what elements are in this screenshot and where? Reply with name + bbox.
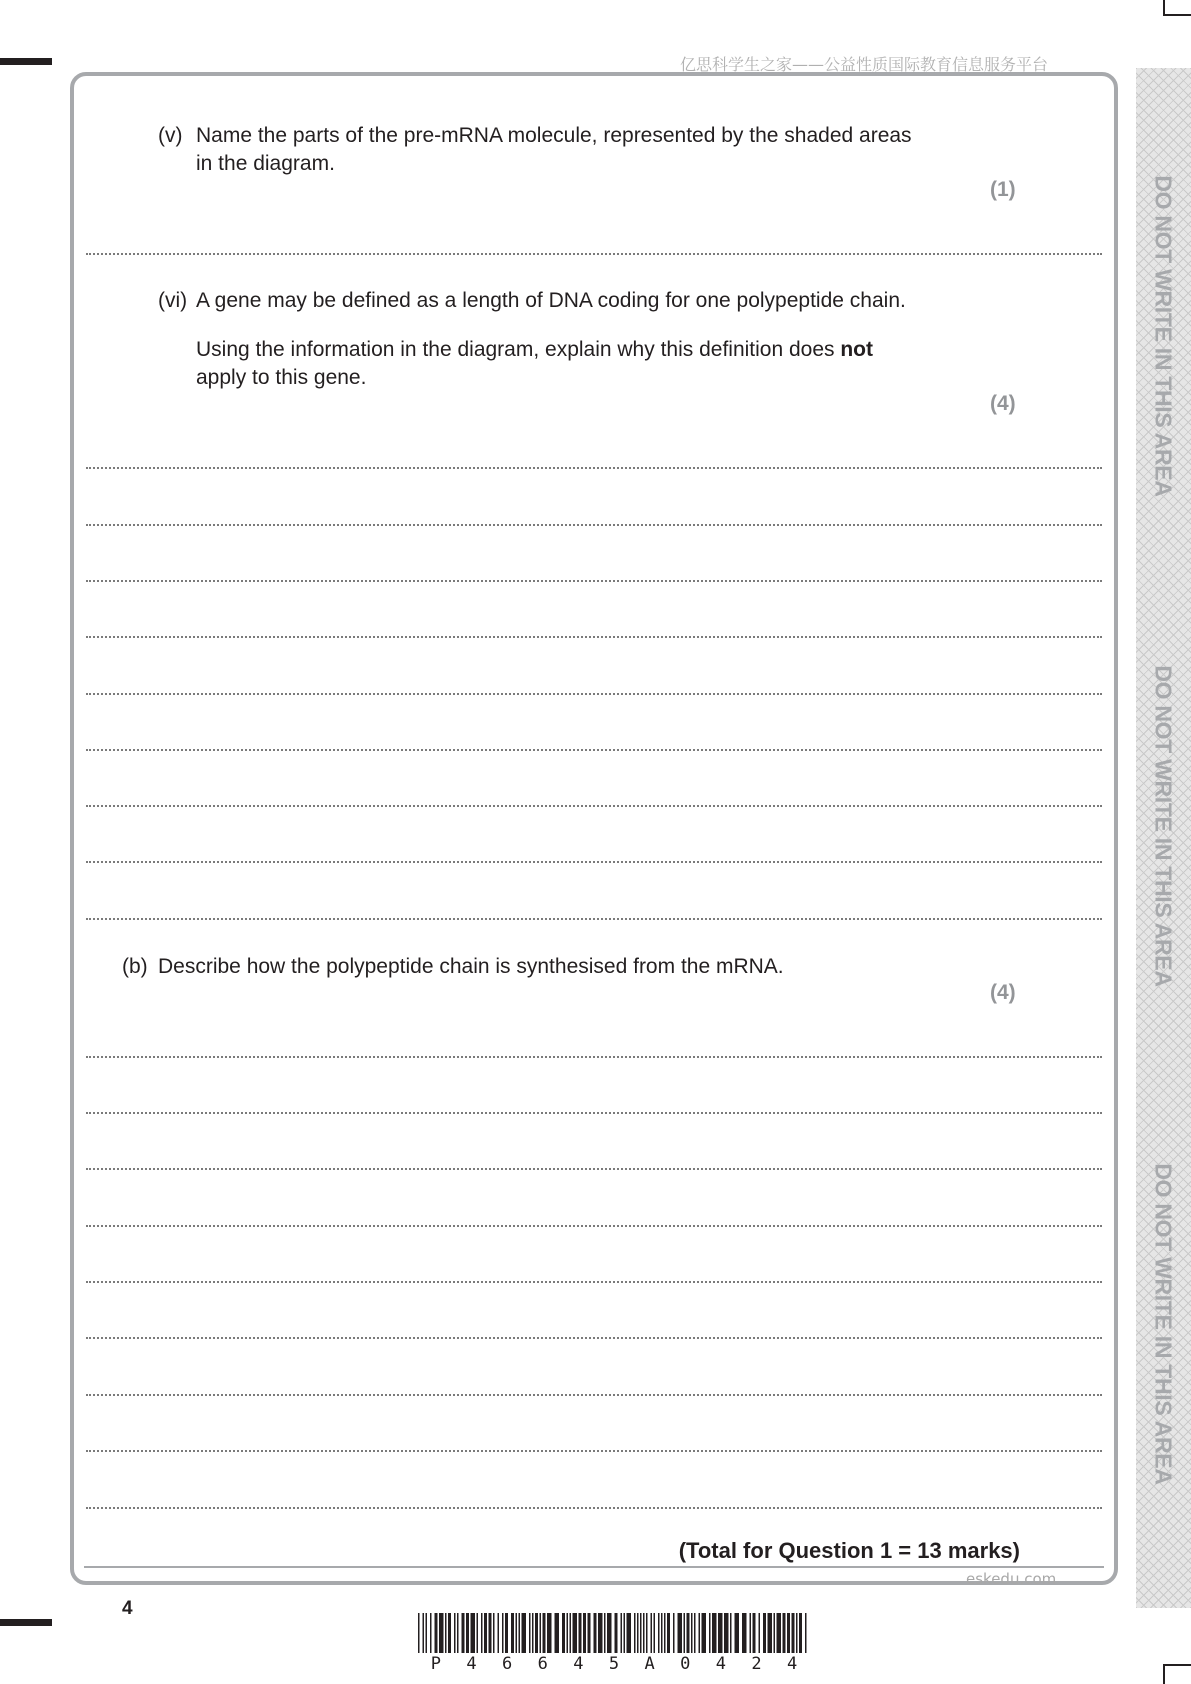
- question-vi-text-1: A gene may be defined as a length of DNA coding for one polypeptide chain.: [196, 289, 906, 312]
- barcode-bar: [573, 1613, 578, 1653]
- barcode-bar: [457, 1613, 459, 1653]
- answer-line[interactable]: [86, 1507, 1102, 1509]
- answer-line[interactable]: [86, 693, 1102, 695]
- barcode-digit: 4: [786, 1654, 798, 1674]
- barcode-bar: [621, 1613, 623, 1653]
- crop-mark-top-left: [0, 58, 52, 65]
- barcode-digit: 4: [573, 1654, 584, 1674]
- answer-line[interactable]: [86, 1056, 1102, 1058]
- barcode-digit: 0: [680, 1654, 691, 1674]
- barcode-bar: [435, 1613, 438, 1653]
- barcode-bar: [445, 1613, 447, 1653]
- barcode: [418, 1613, 810, 1653]
- barcode-bar: [418, 1613, 420, 1653]
- watermark-top: 亿思科学生之家——公益性质国际教育信息服务平台: [680, 55, 1049, 74]
- barcode-bar: [750, 1613, 752, 1653]
- crop-mark-top-right-h: [1163, 14, 1191, 16]
- barcode-bar: [763, 1613, 766, 1653]
- barcode-bar: [654, 1613, 656, 1653]
- question-vi-number: (vi): [158, 289, 188, 312]
- margin-notice-1: DO NOT WRITE IN THIS AREA: [1150, 175, 1177, 497]
- barcode-bar: [646, 1613, 648, 1653]
- barcode-bar: [759, 1613, 761, 1653]
- answer-line[interactable]: [86, 918, 1102, 920]
- barcode-bar: [540, 1613, 542, 1653]
- barcode-bar: [484, 1613, 487, 1653]
- barcode-bar: [439, 1613, 444, 1653]
- barcode-bar: [511, 1613, 514, 1653]
- barcode-bar: [643, 1613, 645, 1653]
- answer-line[interactable]: [86, 467, 1102, 469]
- answer-line[interactable]: [86, 636, 1102, 638]
- barcode-digit: 4: [715, 1654, 726, 1674]
- barcode-bar: [477, 1613, 479, 1653]
- barcode-bar: [661, 1613, 663, 1653]
- barcode-bar: [543, 1613, 546, 1653]
- question-vi-text-3: apply to this gene.: [196, 366, 367, 389]
- barcode-bar: [426, 1613, 428, 1653]
- barcode-bar: [718, 1613, 723, 1653]
- barcode-bar: [519, 1613, 521, 1653]
- barcode-bar: [607, 1613, 612, 1653]
- barcode-digits: [418, 1654, 810, 1674]
- barcode-bar: [753, 1613, 756, 1653]
- barcode-bar: [604, 1613, 606, 1653]
- question-vi-text-2-pre: Using the information in the diagram, explain why this definition does: [196, 338, 841, 361]
- barcode-bar: [522, 1613, 527, 1653]
- question-vi-text-2: [196, 335, 873, 364]
- barcode-bar: [691, 1613, 693, 1653]
- page-number: 4: [122, 1598, 133, 1619]
- barcode-bar: [624, 1613, 626, 1653]
- answer-line[interactable]: [86, 861, 1102, 863]
- question-v-text-1: Name the parts of the pre-mRNA molecule, represented by the shaded areas: [196, 124, 912, 147]
- answer-line[interactable]: [86, 1394, 1102, 1396]
- answer-line[interactable]: [86, 805, 1102, 807]
- barcode-bar: [768, 1613, 773, 1653]
- question-v-marks: (1): [990, 178, 1016, 201]
- barcode-bar: [684, 1613, 686, 1653]
- barcode-bar: [699, 1613, 701, 1653]
- barcode-bar: [555, 1613, 560, 1653]
- barcode-bar: [774, 1613, 776, 1653]
- barcode-bar: [505, 1613, 508, 1653]
- barcode-bar: [583, 1613, 586, 1653]
- barcode-bar: [430, 1613, 432, 1653]
- crop-mark-bottom-right-h: [1163, 1664, 1191, 1666]
- barcode-bar: [783, 1613, 786, 1653]
- watermark-bottom: eskedu.com: [966, 1570, 1057, 1588]
- bottom-rule: [84, 1566, 1104, 1568]
- question-vi-marks: (4): [990, 392, 1016, 415]
- question-v-text-2: in the diagram.: [196, 152, 335, 175]
- barcode-bar: [423, 1613, 425, 1653]
- barcode-bar: [547, 1613, 552, 1653]
- barcode-bar: [615, 1613, 618, 1653]
- barcode-bar: [598, 1613, 603, 1653]
- answer-line[interactable]: [86, 580, 1102, 582]
- answer-line[interactable]: [86, 253, 1102, 255]
- barcode-bar: [579, 1613, 582, 1653]
- barcode-bar: [594, 1613, 597, 1653]
- margin-notice-3: DO NOT WRITE IN THIS AREA: [1150, 1163, 1177, 1485]
- barcode-digit: 4: [466, 1654, 477, 1674]
- answer-line[interactable]: [86, 1450, 1102, 1452]
- barcode-bar: [799, 1613, 802, 1653]
- barcode-bar: [712, 1613, 717, 1653]
- barcode-digit: 6: [537, 1654, 548, 1674]
- answer-line[interactable]: [86, 1168, 1102, 1170]
- barcode-bar: [651, 1613, 653, 1653]
- barcode-bar: [687, 1613, 690, 1653]
- crop-mark-bottom-right: [1163, 1664, 1165, 1684]
- barcode-bar: [702, 1613, 707, 1653]
- barcode-bar: [796, 1613, 798, 1653]
- barcode-bar: [466, 1613, 469, 1653]
- barcode-bar: [724, 1613, 729, 1653]
- barcode-bar: [664, 1613, 666, 1653]
- barcode-bar: [777, 1613, 782, 1653]
- margin-notice-2: DO NOT WRITE IN THIS AREA: [1150, 665, 1177, 987]
- barcode-bar: [471, 1613, 476, 1653]
- barcode-bar: [562, 1613, 565, 1653]
- barcode-bar: [454, 1613, 456, 1653]
- crop-mark-bottom-left: [0, 1619, 52, 1626]
- question-total: (Total for Question 1 = 13 marks): [678, 1538, 1020, 1563]
- barcode-bar: [634, 1613, 636, 1653]
- barcode-bar: [502, 1613, 504, 1653]
- answer-line[interactable]: [86, 1337, 1102, 1339]
- barcode-bar: [570, 1613, 572, 1653]
- barcode-bar: [673, 1613, 675, 1653]
- barcode-bar: [735, 1613, 740, 1653]
- barcode-bar: [805, 1613, 807, 1653]
- barcode-bar: [498, 1613, 500, 1653]
- barcode-bar: [481, 1613, 483, 1653]
- barcode-bar: [516, 1613, 518, 1653]
- question-b-number: (b): [122, 955, 148, 978]
- question-vi-emphasis: not: [840, 338, 874, 361]
- answer-line[interactable]: [86, 1112, 1102, 1114]
- barcode-bar: [787, 1613, 790, 1653]
- barcode-bar: [694, 1613, 696, 1653]
- barcode-bar: [678, 1613, 683, 1653]
- barcode-digit: 5: [608, 1654, 620, 1674]
- answer-line[interactable]: [86, 1281, 1102, 1283]
- barcode-bar: [529, 1613, 531, 1653]
- barcode-bar: [448, 1613, 451, 1653]
- barcode-bar: [792, 1613, 795, 1653]
- question-v-number: (v): [158, 124, 183, 147]
- barcode-bar: [730, 1613, 732, 1653]
- barcode-bar: [742, 1613, 747, 1653]
- barcode-bar: [640, 1613, 642, 1653]
- barcode-bar: [567, 1613, 569, 1653]
- barcode-bar: [532, 1613, 534, 1653]
- barcode-digit: P: [430, 1654, 441, 1674]
- barcode-bar: [637, 1613, 639, 1653]
- barcode-bar: [658, 1613, 660, 1653]
- barcode-bar: [493, 1613, 495, 1653]
- barcode-bar: [535, 1613, 538, 1653]
- answer-line[interactable]: [86, 1225, 1102, 1227]
- barcode-bar: [667, 1613, 670, 1653]
- barcode-bar: [462, 1613, 465, 1653]
- barcode-digit: A: [644, 1654, 655, 1674]
- barcode-bar: [627, 1613, 632, 1653]
- barcode-bar: [489, 1613, 492, 1653]
- question-b-text: Describe how the polypeptide chain is synthesised from the mRNA.: [158, 955, 784, 978]
- question-b-marks: (4): [990, 981, 1016, 1004]
- barcode-bar: [588, 1613, 591, 1653]
- answer-line[interactable]: [86, 524, 1102, 526]
- barcode-digit: 2: [751, 1654, 762, 1674]
- barcode-digit: 6: [501, 1654, 513, 1674]
- answer-line[interactable]: [86, 749, 1102, 751]
- barcode-bar: [709, 1613, 711, 1653]
